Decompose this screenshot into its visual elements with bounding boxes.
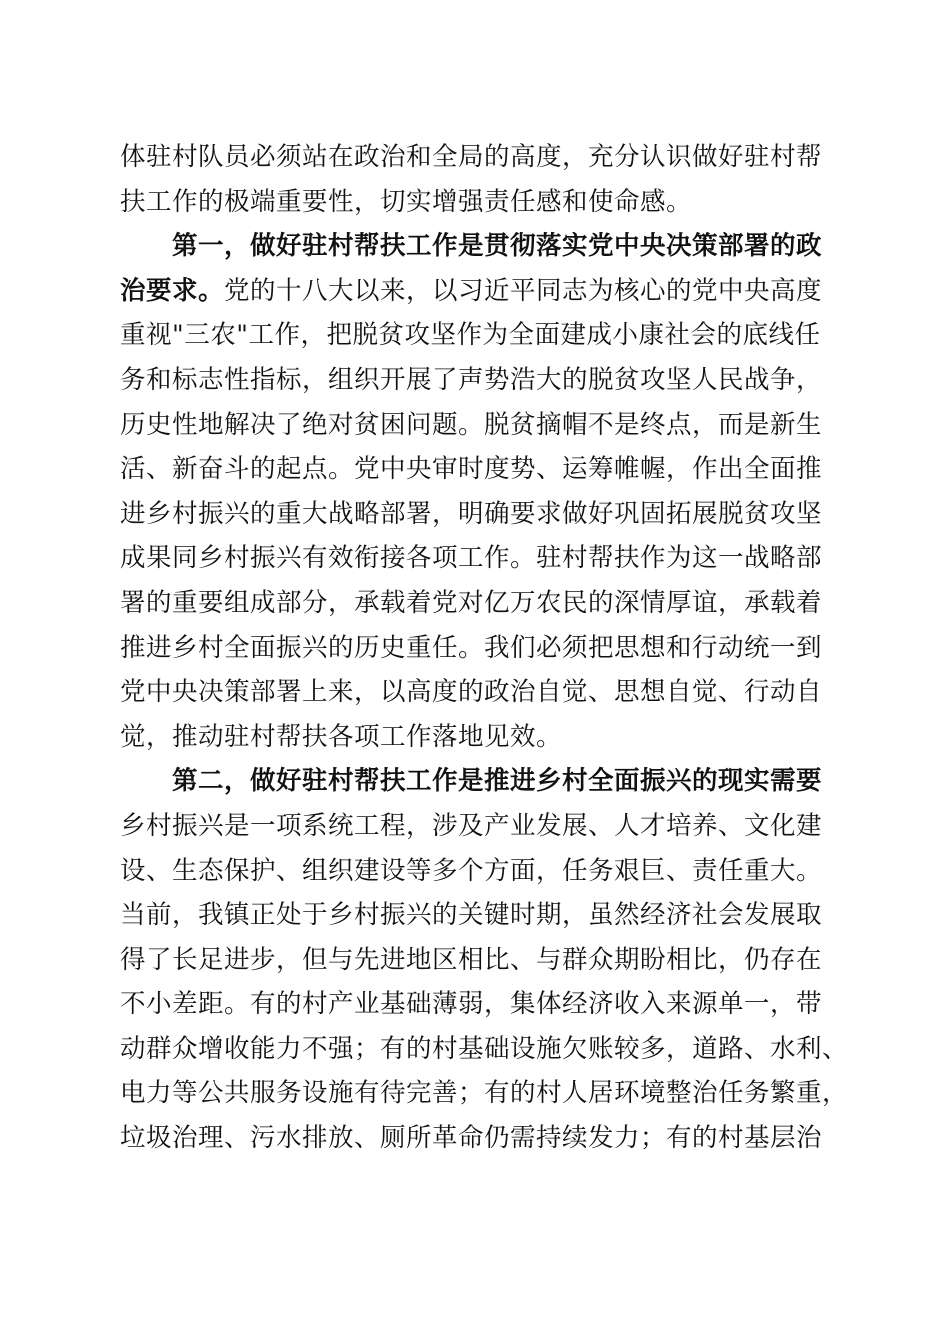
text-line: 垃圾治理、污水排放、厕所革命仍需持续发力；有的村基层治 [120, 1123, 823, 1154]
text-line: 进乡村振兴的重大战略部署，明确要求做好巩固拓展脱贫攻坚 [120, 498, 823, 529]
paragraph-heading [120, 759, 832, 804]
body-text: 党的十八大以来，以习近平同志为核心的党中央高度 [224, 275, 823, 306]
text-line: 电力等公共服务设施有待完善；有的村人居环境整治任务繁重， [120, 1078, 849, 1109]
text-line: 动群众增收能力不强；有的村基础设施欠账较多，道路、水利、 [120, 1033, 849, 1064]
text-line: 署的重要组成部分，承载着党对亿万农民的深情厚谊，承载着 [120, 587, 823, 618]
text-line: 重视"三农"工作，把脱贫攻坚作为全面建成小康社会的底线任 [120, 320, 821, 351]
text-line: 设、生态保护、组织建设等多个方面，任务艰巨、责任重大。 [120, 855, 823, 886]
text-line: 务和标志性指标，组织开展了声势浩大的脱贫攻坚人民战争， [120, 364, 823, 395]
text-line: 体驻村队员必须站在政治和全局的高度，充分认识做好驻村帮 [120, 142, 823, 172]
text-line: 成果同乡村振兴有效衔接各项工作。驻村帮扶作为这一战略部 [120, 543, 823, 574]
text-line: 当前，我镇正处于乡村振兴的关键时期，虽然经济社会发展取 [120, 900, 823, 931]
text-line: 得了长足进步，但与先进地区相比、与群众期盼相比，仍存在 [120, 944, 823, 975]
document-body [120, 135, 849, 1161]
heading-text: 第一，做好驻村帮扶工作是贯彻落实党中央决策部署的政 [172, 231, 823, 262]
heading-text: 第二，做好驻村帮扶工作是推进乡村全面振兴的现实需要 [172, 766, 823, 797]
text-line [120, 269, 832, 314]
text-line: 党中央决策部署上来，以高度的政治自觉、思想自觉、行动自 [120, 677, 823, 708]
text-line: 乡村振兴是一项系统工程，涉及产业发展、人才培养、文化建 [120, 810, 823, 841]
text-line: 不小差距。有的村产业基础薄弱，集体经济收入来源单一，带 [120, 989, 823, 1020]
heading-text: 治要求。 [120, 275, 225, 306]
text-line: 扶工作的极端重要性，切实增强责任感和使命感。 [120, 186, 693, 217]
text-line: 觉，推动驻村帮扶各项工作落地见效。 [120, 721, 563, 752]
paragraph-heading [120, 224, 832, 269]
text-line: 推进乡村全面振兴的历史重任。我们必须把思想和行动统一到 [120, 632, 823, 663]
text-line: 历史性地解决了绝对贫困问题。脱贫摘帽不是终点，而是新生 [120, 409, 823, 440]
text-line: 活、新奋斗的起点。党中央审时度势、运筹帷幄，作出全面推 [120, 454, 823, 485]
